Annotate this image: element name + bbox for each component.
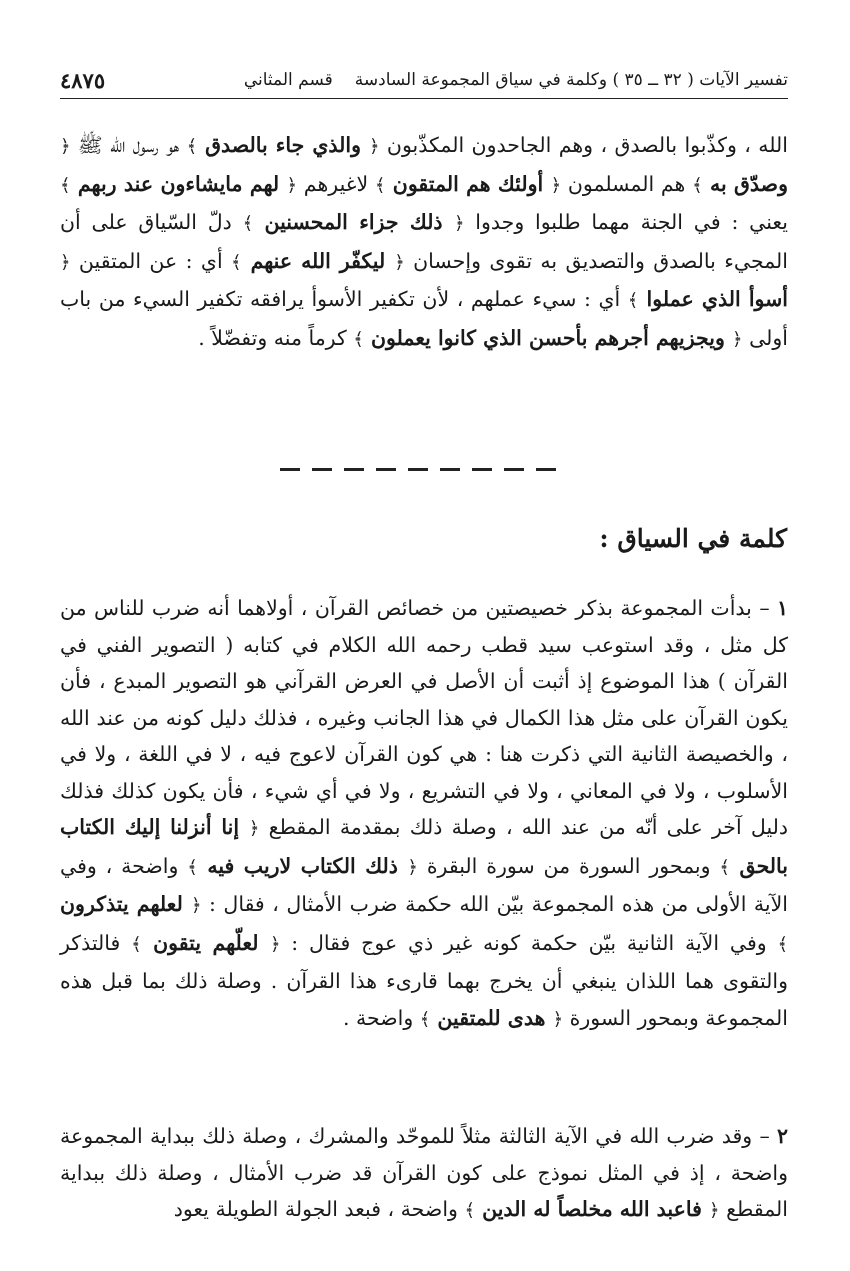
verse-quote: هدى للمتقين <box>430 1005 553 1030</box>
ornate-bracket: ﴿ <box>286 174 298 196</box>
verse-quote: لهم مايشاءون عند ربهم <box>70 171 287 196</box>
context-paragraph-1 <box>60 590 788 1038</box>
verse-quote: فاعبد الله مخلصاً له الدين <box>474 1197 710 1221</box>
ornate-bracket: ﴿ <box>248 818 260 839</box>
ornate-bracket: ﴿ <box>394 251 405 273</box>
body-text-span: لاغيرهم <box>297 171 375 196</box>
verse-quote: ذلك الكتاب لاريب فيه <box>197 853 408 878</box>
commentary-block <box>60 127 788 358</box>
body-text-span: – بدأت المجموعة بذكر خصيصتين من خصائص القرآن ، أولاهما أنه ضرب للناس من كل مثل ، وقد استوعب سيد قطب رحمه الله الكلام في كتابه ( التصوير الفني في القرآن ) هذا الموضوع إذ أثبت أن الأصل في العرض القرآني هو التصوير المبدع ، فأن يكون القرآن على مثل هذا الكمال في هذا الجانب وغيره ، فذلك دليل كونه من عند الله ، والخصيصة الثانية التي ذكرت هنا : هي كون القرآن لاعوج فيه ، لا في اللغة ، ولا في الأسلوب ، ولا في المعاني ، ولا في التشريع ، ولا في أي شيء ، فأن يكون كذلك فذلك دليل آخر على أنّه من عند الله ، وصلة ذلك بمقدمة المقطع <box>60 596 788 839</box>
ornate-bracket: ﴾ <box>719 856 730 878</box>
ornate-bracket: ﴾ <box>60 174 71 196</box>
ornate-bracket: ﴿ <box>368 136 380 157</box>
body-text-span: أي : سيء عملهم ، لأن تكفير الأسوأ يرافقه تكفير السيء من باب أولى <box>60 287 788 350</box>
verse-quote: أولئك هم المتقون <box>385 171 551 196</box>
ornate-bracket: ﴿ <box>552 1008 564 1030</box>
ornate-bracket: ﴿ <box>60 136 71 157</box>
context-paragraph-2 <box>60 1118 788 1230</box>
ornate-bracket: ﴿ <box>190 895 202 916</box>
body-text-span: واضحة ، فبعد الجولة الطويلة يعود <box>173 1197 465 1221</box>
body-text-span: أي : عن المتقين <box>70 248 232 273</box>
ornate-bracket: ﴾ <box>374 174 386 196</box>
paragraph-number: ١ <box>776 596 788 620</box>
ornate-bracket: ﴾ <box>419 1008 431 1030</box>
ornate-bracket: ﴿ <box>550 174 562 196</box>
context-block-1 <box>60 590 788 1038</box>
section-divider <box>280 468 560 471</box>
verse-quote: والذي جاء بالصدق <box>197 133 369 157</box>
verse-quote: أسوأ الذي عملوا <box>638 287 789 311</box>
ornate-bracket: ﴿ <box>732 328 743 350</box>
ornate-bracket: ﴾ <box>692 174 703 196</box>
ornate-bracket: ﴾ <box>231 251 242 273</box>
page-header <box>60 62 788 99</box>
page-number: ٤٨٧٥ <box>60 67 106 93</box>
commentary-paragraph <box>60 127 788 358</box>
verse-quote: لعلّهم يتقون <box>141 930 270 955</box>
ornate-bracket: ﴾ <box>131 933 142 955</box>
body-text-span: واضحة . <box>342 1005 420 1030</box>
body-text-span: هم المسلمون <box>561 171 693 196</box>
ornate-bracket: ﴾ <box>187 856 198 878</box>
ornate-bracket: ﴾ <box>242 213 254 234</box>
body-text-span: – وقد ضرب الله في الآية الثالثة مثلاً للموحّد والمشرك ، وصلة ذلك ببداية المجموعة واضحة ، إذ في المثل نموذج على كون القرآن قد ضرب الأمثال ، وصلة ذلك ببداية المقطع <box>60 1124 788 1221</box>
verse-quote: لعلهم يتذكرون <box>60 892 191 916</box>
ornate-bracket: ﴿ <box>269 933 281 955</box>
body-text-span: هو رسول الله ﷺ <box>70 133 187 157</box>
ornate-bracket: ﴿ <box>407 856 418 878</box>
ornate-bracket: ﴾ <box>777 933 789 955</box>
body-text-span: فالتذكر والتقوى هما اللذان ينبغي أن يخرج بهما قارىء هذا القرآن . وصلة ذلك بما قبل هذه المجموعة وبمحور السورة <box>60 930 788 1030</box>
body-text-span: دلّ السّياق على أن المجيء بالصدق والتصديق به تقوى وإحسان <box>60 210 788 273</box>
ornate-bracket: ﴿ <box>60 251 71 273</box>
ornate-bracket: ﴾ <box>186 136 198 157</box>
body-text-span: الله ، وكذّبوا بالصدق ، وهم الجاحدون المكذّبون <box>379 133 788 157</box>
body-text-span: وفي الآية الثانية بيّن حكمة كونه غير ذي عوج فقال : <box>280 930 778 955</box>
verse-quote: ليكفّر الله عنهم <box>241 248 395 273</box>
ornate-bracket: ﴾ <box>627 290 639 311</box>
running-title: تفسير الآيات ( ٣٢ ــ ٣٥ ) وكلمة في سياق المجموعة السادسة <box>354 70 788 90</box>
body-text-span: واضحة ، وفي الآية الأولى من هذه المجموعة بيّن الله حكمة ضرب الأمثال ، فقال : <box>60 853 788 916</box>
ornate-bracket: ﴿ <box>453 213 465 234</box>
context-block-2 <box>60 1118 788 1230</box>
running-head <box>244 70 788 90</box>
ornate-bracket: ﴾ <box>353 328 364 350</box>
body-text-span: كرماً منه وتفضّلاً . <box>198 325 354 350</box>
section-title: كلمة في السياق : <box>599 524 787 553</box>
ornate-bracket: ﴾ <box>464 1200 475 1221</box>
verse-quote: وصدّق به <box>702 171 788 196</box>
body-text-span: يعني : في الجنة مهما طلبوا وجدوا <box>464 210 788 234</box>
paragraph-number: ٢ <box>776 1124 788 1148</box>
body-text-span: وبمحور السورة من سورة البقرة <box>417 853 720 878</box>
verse-quote: إنا أنزلنا إليك الكتاب بالحق <box>60 815 788 878</box>
verse-quote: ويجزيهم أجرهم بأحسن الذي كانوا يعملون <box>363 325 732 350</box>
part-label: قسم المثاني <box>243 70 333 90</box>
ornate-bracket: ﴿ <box>709 1200 720 1221</box>
verse-quote: ذلك جزاء المحسنين <box>253 210 454 234</box>
